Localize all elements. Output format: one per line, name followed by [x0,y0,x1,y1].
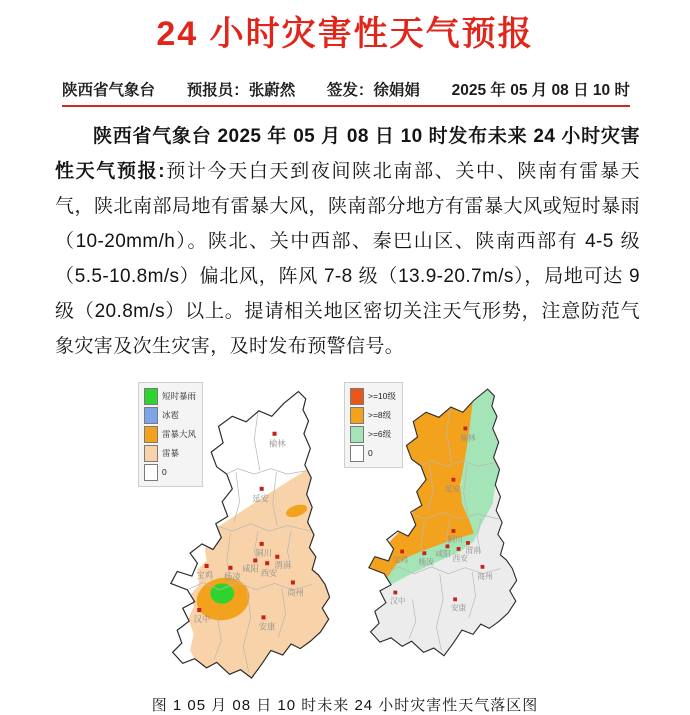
city-marker [205,564,209,568]
city-label: 榆林 [269,439,286,449]
city-marker [466,541,470,545]
city-label: 宝鸡 [196,570,213,580]
legend-row [350,445,396,462]
city-label: 咸阳 [242,564,259,574]
issue-datetime: 2025 年 05 月 08 日 10 时 [451,82,630,99]
legend-row [144,464,196,481]
legend-label: 冰雹 [162,410,180,421]
legend-row [144,388,196,405]
legend-swatch [144,445,158,462]
legend-swatch [350,445,364,462]
city-label: 渭南 [274,560,292,570]
header-meta-row [62,78,630,107]
city-marker [260,542,264,546]
legend-label: >=10级 [368,391,396,402]
city-label: 杨凌 [224,572,241,582]
legend-swatch [144,464,158,481]
legend-row [144,426,196,443]
forecaster-name: 预报员：张蔚然 [186,82,296,99]
city-label: 汉中 [390,596,406,606]
city-label: 铜川 [447,535,463,545]
city-label: 西安 [260,569,278,579]
city-marker [446,544,450,548]
city-marker [452,529,456,533]
city-marker [253,558,257,562]
city-marker [452,478,456,482]
city-marker [261,615,265,619]
figure-caption: 图 1 05 月 08 日 10 时未来 24 小时灾害性天气落区图 [151,697,539,714]
city-label: 延安 [252,494,270,504]
city-label: 商州 [287,588,304,598]
city-label: 延安 [444,484,461,494]
city-marker [197,608,201,612]
legend-label: 0 [162,467,167,478]
legend-swatch [144,426,158,443]
legend-row [144,407,196,424]
legend-row [350,388,396,405]
city-marker [481,565,485,569]
issuer-name: 签发：徐娟娟 [326,82,420,99]
legend-label: 0 [368,448,373,459]
legend-swatch [350,426,364,443]
city-marker [228,566,232,570]
legend-swatch [144,407,158,424]
legend-label: 雷暴大风 [162,429,197,440]
legend-label: >=6级 [368,429,392,440]
agency-name: 陕西省气象台 [62,82,156,99]
city-marker [400,550,404,554]
city-marker [457,547,461,551]
legend-label: 短时暴雨 [162,391,197,402]
forecast-body: 预计今天白天到夜间陕北南部、关中、陕南有雷暴天气，陕北南部局地有雷暴大风，陕南部分地方有雷暴大风或短时暴雨（10-20mm/h）。陕北、关中西部、秦巴山区、陕南西部有 4-5 级（5.5-10.8m/s）偏北风，阵风 7-8 级（13.9-20.7m/s），局地可达 9 级（20.8m/s）以上。提请相关地区密切关注天气形势，注意防范气象灾害及次生灾害，及时发布预警信号。 [55,161,641,357]
right-map-legend [344,382,403,468]
city-label: 渭南 [465,546,481,556]
city-label: 杨凌 [418,557,434,567]
city-marker [273,432,277,436]
legend-row [350,426,396,443]
city-label: 商州 [477,571,493,581]
left-map-legend [138,382,203,487]
city-label: 西安 [452,553,468,563]
city-marker [422,551,426,555]
legend-label: 雷暴 [162,448,180,459]
city-marker [393,591,397,595]
city-marker [453,597,457,601]
city-label: 汉中 [193,614,211,624]
legend-row [350,407,396,424]
city-label: 榆林 [460,433,476,443]
city-marker [275,555,279,559]
city-marker [265,561,269,565]
city-label: 安康 [258,622,276,632]
city-label: 铜川 [255,548,272,558]
page-title: 24 小时灾害性天气预报 [156,15,534,53]
city-marker [291,580,295,584]
city-label: 宝鸡 [392,555,409,565]
legend-swatch [350,407,364,424]
city-label: 安康 [450,603,467,613]
legend-swatch [144,388,158,405]
city-label: 咸阳 [435,549,451,559]
forecast-maps-figure [0,380,690,692]
legend-swatch [350,388,364,405]
legend-label: >=8级 [368,410,392,421]
forecast-lead: 陕西省气象台 2025 年 05 月 08 日 10 时发布未来 24 小时灾害性天气预报: [55,126,640,182]
city-marker [260,487,264,491]
forecast-paragraph [55,119,640,364]
city-marker [464,427,468,431]
legend-row [144,445,196,462]
short-rainstorm-blob [210,583,234,603]
